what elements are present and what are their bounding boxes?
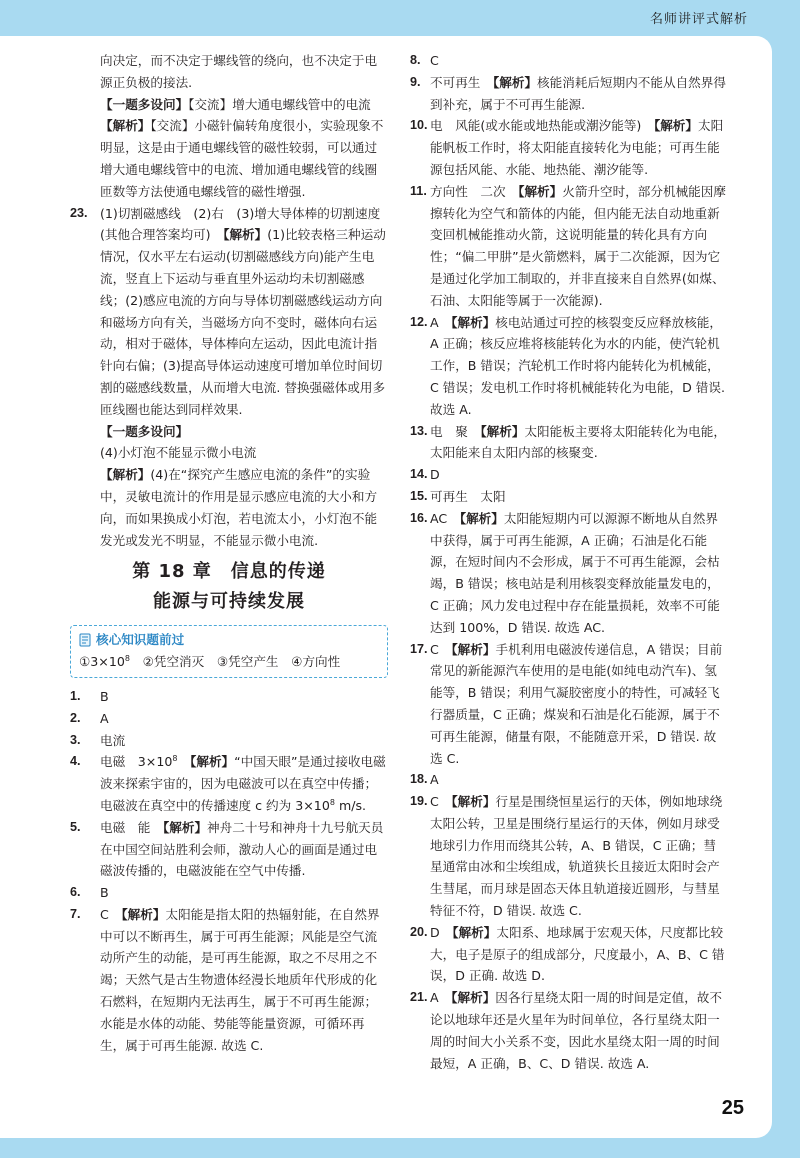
question-number: 2.: [70, 710, 81, 725]
answer-text: C: [430, 641, 452, 657]
answer-text: 方向性 二次: [430, 183, 519, 199]
multi-question-label: [70, 94, 388, 116]
analysis-text: 太阳能短期内可以源源不断地从自然界中获得，属于可再生能源，A 正确；石油是化石能源，在短时间内不会形成，属于不可再生能源，会枯竭，B 错误；核电站是利用核裂变释放能量发电的，C 正确；风力发电过程中存在能量损耗，效率不可能达到 100%，D 错误. 故选 AC.: [430, 510, 720, 635]
answer-20: [410, 922, 726, 987]
answer-text: C: [100, 906, 122, 922]
question-number: 8.: [410, 53, 421, 67]
tag: 【解析】: [190, 754, 235, 770]
question-number: 14.: [410, 467, 428, 482]
answer-text: C: [430, 53, 439, 68]
analysis-text: 行星是围绕恒星运行的天体，例如地球绕太阳公转，卫星是围绕行星运行的天体，例如月球受地球引力作用而绕其公转，A、B 错误，C 正确；彗星通常由冰和尘埃组成，轨道狭长且接近太阳时会产生彗尾，而月球是固态天体且轨道接近圆形，与彗星特征不符，D 错误. 故选 C.: [430, 794, 723, 919]
answer-text: 电磁 3×10: [100, 754, 173, 770]
answer-1: [70, 686, 388, 708]
answer-text: (4)小灯泡不能显示微小电流: [100, 445, 257, 461]
analysis-text: (1)比较表格三种运动情况，仅水平左右运动(切割磁感线方向)能产生电流，竖直上下运动与垂直里外运动均未切割磁感线；(2)感应电流的方向与导体切割磁感线运动方向和磁场方向有关，当磁场方向不变时，磁体向右运动，相对于磁体，导体棒向左运动，因此电流计指针向右偏；(3)提高导体运动速度可增加单位时间切割的磁感线数量，从而增大电流. 替换强磁体或用多匝线圈也能达到同样效果.: [100, 227, 386, 417]
tag: 【解析】: [452, 924, 497, 940]
chapter-title-line1: 第 18 章 信息的传递: [132, 561, 326, 583]
answer-text: 电 聚: [430, 423, 481, 439]
answer-2: [70, 708, 388, 730]
answer-12: [410, 312, 726, 421]
answer-text: C: [430, 794, 452, 810]
question-number: 12.: [410, 314, 428, 329]
answer-13: [410, 421, 726, 465]
answer-text: D: [430, 467, 440, 483]
exponent: 8: [172, 754, 178, 764]
tag: 【解析】: [100, 467, 151, 483]
left-column: [70, 50, 388, 1056]
answer-text: 不可再生: [430, 74, 493, 90]
answer-1: ①3×10: [79, 654, 125, 670]
tag: 【解析】: [459, 510, 504, 526]
answer-text: A: [430, 990, 452, 1006]
question-number: 16.: [410, 510, 428, 525]
core-knowledge-label: 核心知识题前过: [96, 632, 185, 648]
answer-text: D: [430, 924, 453, 940]
question-number: 3.: [70, 732, 81, 747]
answer-text: 电磁 能: [100, 819, 163, 835]
exponent: 8: [124, 653, 130, 663]
text: 【交流】小磁针偏转角度很小，实验现象不明显，这是由于通电螺线管的磁性较弱，可以通过增大通电螺线管中的电流、增加通电螺线管的线圈匝数等方法使通电螺线管的磁性增强.: [100, 118, 384, 199]
analysis-text: 火箭升空时，部分机械能因摩擦转化为空气和箭体的内能，但内能无法自动地重新变回机械能推动火箭，这说明能量的转化具有方向性；“偏二甲肼”是火箭燃料，属于二次能源，因为它是通过化学加工制取的，并非直接来自自然界(如煤、石油、太阳能等属于一次能源).: [430, 183, 726, 308]
question-number: 18.: [410, 772, 428, 787]
chapter-title: [70, 557, 388, 617]
answer-4: [70, 751, 388, 816]
question-number: 23.: [70, 205, 88, 220]
answer-23: [70, 203, 388, 421]
analysis-text: 太阳系、地球属于宏观天体，尺度都比较大，电子是原子的组成部分，尺度最小，A、B、C 错误，D 正确. 故选 D.: [430, 924, 725, 984]
answer-text: 电流: [100, 732, 126, 748]
answer-text: 可再生 太阳: [430, 488, 506, 504]
answer-text: A: [430, 772, 439, 788]
answer-continuation: 向决定，而不决定于螺线管的绕向，也不决定于电源正负极的接法.: [100, 53, 378, 90]
answer-8: [410, 50, 726, 72]
core-knowledge-box: [70, 625, 388, 678]
question-number: 10.: [410, 118, 428, 133]
answer-10: [410, 115, 726, 180]
question-number: 20.: [410, 924, 428, 939]
multi-question-label: [70, 421, 388, 443]
text: (4)在“探究产生感应电流的条件”的实验中，灵敏电流计的作用是显示感应电流的大小和方向，而如果换成小灯泡，若电流太小，小灯泡不能发光或发光不明显，不能显示微小电流.: [100, 467, 378, 548]
tag: 【解析】: [518, 183, 563, 199]
question-number: 9.: [410, 74, 421, 89]
answer-text: (1)切割磁感线 (2)右 (3)增大导体棒的切割速度(其他合理答案均可): [100, 205, 381, 243]
answer-text: 电 风能(或水能或地热能或潮汐能等): [430, 118, 654, 134]
question-number: 6.: [70, 885, 81, 900]
analysis-text: 太阳能是指太阳的热辐射能，在自然界中可以不断再生，属于可再生能源；风能是空气流动所产生的动能，是可再生能源，取之不尽用之不竭；天然气是古生物遗体经漫长地质年代形成的化石燃料，在短期内无法再生，属于不可再生能源；水能是水体的动能、势能等能量资源，可循环再生，属于可再生能源. 故选 C.: [100, 906, 380, 1053]
tag: 【解析】: [492, 74, 538, 90]
answer-text: AC: [430, 510, 460, 526]
analysis: [70, 115, 388, 202]
answer-18: [410, 769, 726, 791]
analysis-text: 手机利用电磁波传递信息，A 错误；目前常见的新能源汽车使用的是电能(如纯电动汽车)、氢能等，B 错误；利用气凝胶密度小的特性，可减轻飞行器质量，C 正确；煤炭和石油是化石能源，属于不可再生能源，储量有限，不能随意开采，D 错误. 故选 C.: [430, 641, 723, 766]
tag: 【解析】: [223, 227, 268, 243]
tag: 【解析】: [162, 819, 208, 835]
answer-5: [70, 817, 388, 882]
question-number: 11.: [410, 183, 427, 198]
tag: 【解析】: [653, 118, 698, 134]
text: 【交流】增大通电螺线管中的电流: [188, 96, 371, 112]
core-knowledge-answers: [79, 651, 379, 673]
answer-11: [410, 181, 726, 312]
analysis-text: 因各行星绕太阳一周的时间是定值，故不论以地球年还是火星年为时间单位，各行星绕太阳一周的时间大小关系不变，因此水星绕太阳一周的时间最短，A 正确，B、C、D 错误. 故选 A.: [430, 990, 722, 1071]
question-number: 15.: [410, 488, 428, 503]
tag: 【解析】: [121, 906, 166, 922]
tag: 【一题多设问】: [100, 423, 189, 439]
chapter-title-line2: 能源与可持续发展: [153, 591, 305, 613]
question-number: 17.: [410, 641, 428, 656]
core-knowledge-title: [79, 629, 379, 651]
question-number: 4.: [70, 754, 81, 769]
right-column: [410, 50, 726, 1074]
tag: 【解析】: [451, 794, 496, 810]
tag: 【解析】: [480, 423, 525, 439]
tag: 【解析】: [451, 641, 496, 657]
answer-21: [410, 987, 726, 1074]
answer-text: A: [100, 710, 109, 726]
tag: 【一题多设问】: [100, 96, 189, 112]
page-number: 25: [721, 1097, 744, 1119]
answer-7: [70, 904, 388, 1057]
answer-19: [410, 791, 726, 922]
answer-text: A: [430, 314, 452, 330]
answer-14: [410, 464, 726, 486]
header-title: 名师讲评式解析: [649, 12, 748, 27]
answer-3: [70, 730, 388, 752]
analysis-text: “中国天眼”是通过接收电磁波来探索宇宙的，因为电磁波可以在真空中传播；电磁波在真空中的传播速度 c 约为 3×10: [100, 754, 386, 813]
analysis-text: 太阳能帆板工作时，将太阳能直接转化为电能；可再生能源包括风能、水能、地热能、潮汐能等.: [430, 118, 724, 177]
tag: 【解析】: [451, 990, 496, 1006]
analysis-text-end: m/s.: [334, 797, 367, 813]
answer-17: [410, 639, 726, 770]
answers-2-4: ②凭空消灭 ③凭空产生 ④方向性: [129, 654, 341, 670]
question-number: 21.: [410, 990, 428, 1005]
answer-6: [70, 882, 388, 904]
answer-9: [410, 72, 726, 116]
question-number: 5.: [70, 819, 81, 834]
analysis-text: 神舟二十号和神舟十九号航天员在中国空间站胜利会师，激动人心的画面是通过电磁波传播的，电磁波能在空气中传播.: [100, 819, 384, 879]
question-number: 1.: [70, 688, 81, 703]
question-number: 19.: [410, 794, 428, 809]
question-number: 13.: [410, 423, 428, 438]
analysis: [70, 464, 388, 551]
analysis-text: 太阳能板主要将太阳能转化为电能，太阳能来自太阳内部的核聚变.: [430, 423, 726, 461]
tag: 【解析】: [451, 314, 496, 330]
question-number: 7.: [70, 906, 81, 921]
answer-text: B: [100, 885, 109, 901]
exponent: 8: [329, 797, 335, 807]
answer-15: [410, 486, 726, 508]
tag: 【解析】: [100, 118, 151, 134]
notebook-icon: [79, 633, 91, 647]
answer-16: [410, 508, 726, 639]
answer-text: B: [100, 688, 109, 704]
analysis-text: 核能消耗后短期内不能从自然界得到补充，属于不可再生能源.: [430, 74, 726, 112]
analysis-text: 核电站通过可控的核裂变反应释放核能，A 正确；核反应堆将核能转化为水的内能，使汽轮机工作，B 错误；汽轮机工作时将内能转化为机械能，C 错误；发电机工作时将机械能转化为电能，D 错误. 故选 A.: [430, 314, 725, 417]
